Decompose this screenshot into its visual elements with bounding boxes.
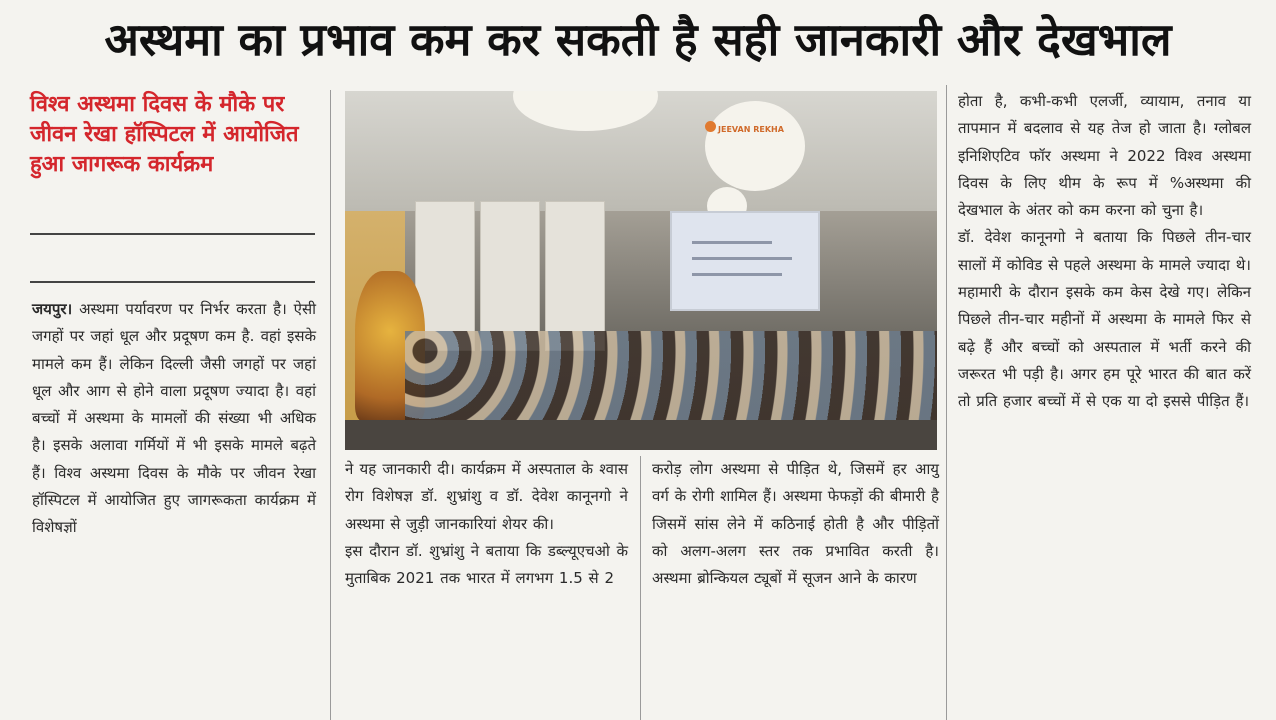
subheading: विश्व अस्थमा दिवस के मौके पर जीवन रेखा हॉस्पिटल में आयोजित हुआ जागरूक कार्यक्रम bbox=[30, 92, 299, 177]
hospital-logo-icon bbox=[705, 121, 716, 132]
article-column-3 bbox=[652, 456, 939, 592]
column-divider bbox=[640, 456, 641, 720]
column-4-text-b: डॉ. देवेश कानूनगो ने बताया कि पिछले तीन-चार सालों में कोविड से पहले अस्थमा के मामले ज्यादा थे। महामारी के दौरान इसके कम केस देखे गए। लेकिन पिछले तीन-चार महीनों में अस्थमा के मामले फिर से बढ़े हैं और बच्चों को अस्पताल में भर्ती करने की जरूरत भी पड़ी है। अगर हम पूरे भारत की बात करें तो प्रति हजार बच्चों में से एक या दो इससे पीड़ित हैं। bbox=[958, 228, 1251, 411]
article-column-2 bbox=[345, 456, 628, 592]
ceiling-lamp bbox=[705, 101, 805, 191]
glass-panel bbox=[480, 201, 540, 351]
event-photo bbox=[345, 91, 937, 450]
projector-screen bbox=[670, 211, 820, 311]
glass-panel bbox=[545, 201, 605, 351]
dateline: जयपुर। bbox=[32, 300, 73, 318]
screen-line bbox=[692, 273, 782, 276]
column-divider bbox=[330, 90, 331, 720]
divider-rule bbox=[30, 281, 315, 283]
screen-line bbox=[692, 257, 792, 260]
divider-rule bbox=[30, 233, 315, 235]
headline: अस्थमा का प्रभाव कम कर सकती है सही जानकारी और देखभाल bbox=[104, 13, 1172, 66]
column-1-text: अस्थमा पर्यावरण पर निर्भर करता है। ऐसी जगहों पर जहां धूल और प्रदूषण कम है. वहां इसके मामले कम हैं। लेकिन दिल्ली जैसी जगहों पर जहां धूल और आग से होने वाला प्रदूषण ज्यादा है। वहां बच्चों में अस्थमा के मामलों की संख्या भी अधिक है। इसके अलावा गर्मियों में भी इसके मामले बढ़ते हैं। विश्व अस्थमा दिवस के मौके पर जीवन रेखा हॉस्पिटल में आयोजित हुए जागरूकता कार्यक्रम में विशेषज्ञों bbox=[32, 300, 316, 537]
hospital-logo-text: JEEVAN REKHA bbox=[718, 125, 784, 134]
column-4-text: होता है, कभी-कभी एलर्जी, व्यायाम, तनाव या तापमान में बदलाव से यह तेज हो जाता है। ग्लोबल इनिशिएटिव फॉर अस्थमा ने 2022 विश्व अस्थमा दिवस के लिए थीम के रूप में %अस्थमा की देखभाल के अंतर को कम करना को चुना है। bbox=[958, 92, 1251, 220]
photo-floor bbox=[345, 420, 937, 450]
screen-line bbox=[692, 241, 772, 244]
column-divider bbox=[946, 85, 947, 720]
column-3-text: करोड़ लोग अस्थमा से पीड़ित थे, जिसमें हर आयु वर्ग के रोगी शामिल हैं। अस्थमा फेफड़ों की बीमारी है जिसमें सांस लेने में कठिनाई होती है और पीड़ितों को अलग-अलग स्तर तक प्रभावित करती है। अस्थमा ब्रोन्कियल ट्यूबों में सूजन आने के कारण bbox=[652, 460, 939, 588]
article-column-1 bbox=[32, 296, 316, 542]
column-2-text-b: इस दौरान डॉ. शुभ्रांशु ने बताया कि डब्ल्यूएचओ के मुताबिक 2021 तक भारत में लगभग 1.5 से 2 bbox=[345, 541, 628, 588]
article-column-4 bbox=[958, 88, 1251, 416]
column-2-text: ने यह जानकारी दी। कार्यक्रम में अस्पताल के श्वास रोग विशेषज्ञ डॉ. शुभ्रांशु व डॉ. देवेश कानूनगो ने अस्थमा से जुड़ी जानकारियां शेयर की। bbox=[345, 460, 628, 533]
